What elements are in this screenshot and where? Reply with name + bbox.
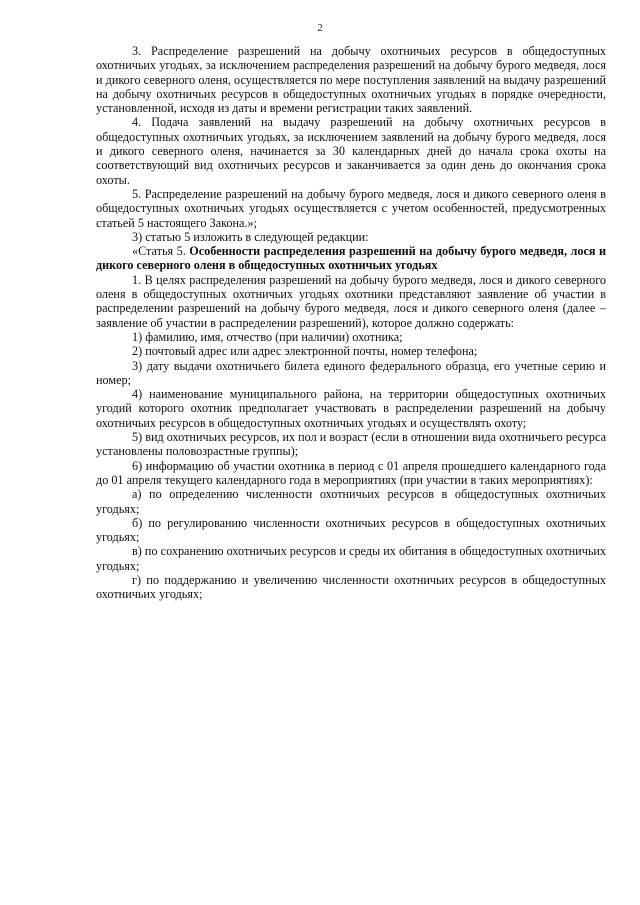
sub-list-item: а) по определению численности охотничьих ресурсов в общедоступных охотничьих угодьях;	[96, 487, 606, 516]
article-paragraph: 1. В целях распределения разрешений на добычу бурого медведя, лося и дикого северного оленя в общедоступных охотничьих угодьях охотники представляют заявление об участии в распределении разрешений на добычу бурого медведя, лося и дикого северного оленя (далее – заявление об участии в распределении разрешений), которое должно содержать:	[96, 272, 606, 330]
sub-list-item: г) по поддержанию и увеличению численности охотничьих ресурсов в общедоступных охотничьих угодьях;	[96, 572, 606, 602]
sub-list-item: в) по сохранению охотничьих ресурсов и среды их обитания в общедоступных охотничьих угодьях;	[96, 544, 606, 573]
paragraph: 4. Подача заявлений на выдачу разрешений на добычу охотничьих ресурсов в общедоступных охотничьих угодьях, за исключением заявлений на добычу бурого медведя, лося и дикого северного оленя, начинается за 30 календарных дней до начала срока охоты на соответствующий вид охотничьих ресурсов и заканчивается за один день до окончания срока охоты.	[96, 115, 606, 187]
list-item: 2) почтовый адрес или адрес электронной почты, номер телефона;	[132, 344, 478, 359]
document-body	[96, 44, 606, 602]
paragraph: 3) статью 5 изложить в следующей редакции:	[132, 229, 369, 244]
list-item: 3) дату выдачи охотничьего билета единого федерального образца, его учетные серию и номер;	[96, 358, 606, 387]
list-item: 1) фамилию, имя, отчество (при наличии) охотника;	[132, 329, 403, 344]
list-item: 6) информацию об участии охотника в период с 01 апреля прошедшего календарного года до 01 апреля текущего календарного года в мероприятиях (при участии в таких мероприятиях):	[96, 458, 606, 487]
list-item: 5) вид охотничьих ресурсов, их пол и возраст (если в отношении вида охотничьего ресурса установлены половозрастные группы);	[96, 430, 606, 459]
page-number: 2	[317, 22, 323, 34]
list-item: 4) наименование муниципального района, на территории общедоступных охотничьих угодий которого охотник предполагает участвовать в распределении разрешений на добычу охотничьих ресурсов в общедоступных охотничьих угодьях и осуществлять охоту;	[96, 387, 606, 430]
article-heading-prefix: «Статья 5.	[132, 244, 190, 259]
article-heading-title: Особенности распределения разрешений на добычу бурого медведя, лося и дикого северного оленя в общедоступных охотничьих угодьях	[96, 244, 606, 273]
paragraph: 5. Распределение разрешений на добычу бурого медведя, лося и дикого северного оленя в общедоступных охотничьих угодьях осуществляется с учетом особенностей, предусмотренных статьей 5 настоящего Закона.»;	[96, 186, 606, 230]
article-heading	[96, 244, 606, 273]
paragraph: 3. Распределение разрешений на добычу охотничьих ресурсов в общедоступных охотничьих угодьях, за исключением распределения разрешений на добычу бурого медведя, лося и дикого северного оленя, осуществляется по мере поступления заявлений на выдачу разрешений на добычу охотничьих ресурсов в общедоступных охотничьих угодьях в порядке очередности, установленной, исходя из даты и времени регистрации таких заявлений.	[96, 44, 606, 116]
sub-list-item: б) по регулированию численности охотничьих ресурсов в общедоступных охотничьих угодьях;	[96, 515, 606, 545]
